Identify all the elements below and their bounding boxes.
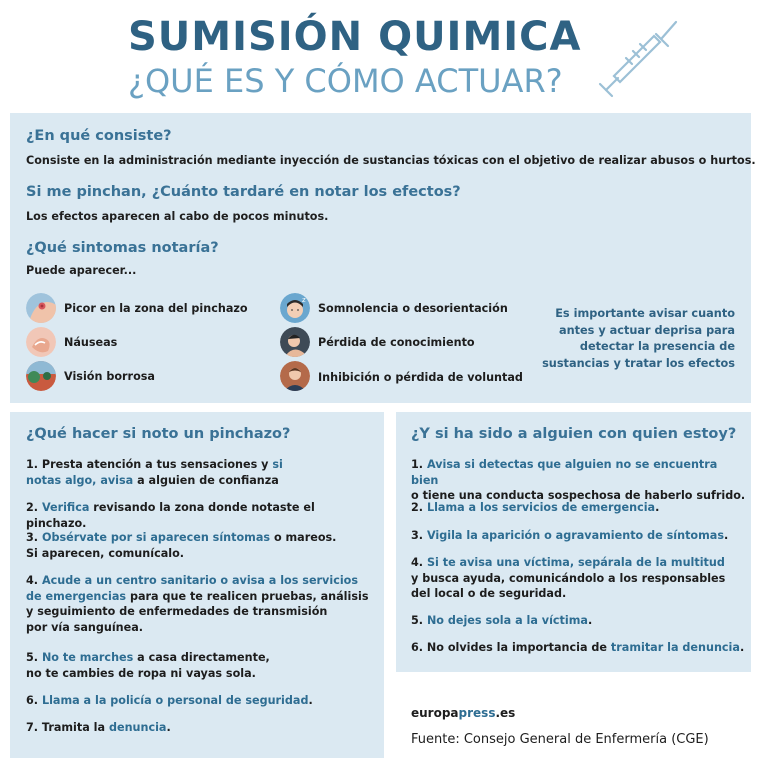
left-step-2: 2. Verifica revisando la zona donde notaste el pinchazo.	[26, 501, 315, 530]
left-step-5: 5. No te marches a casa directamente, no te cambies de ropa ni vayas sola.	[26, 651, 270, 680]
right-step-1: 1. Avisa si detectas que alguien no se encuentra bien o tiene una conducta sospechosa de haberlo sufrido.	[411, 458, 746, 502]
right-step-3: 3. Vigila la aparición o agravamiento de síntomas.	[411, 529, 729, 542]
inhibition-icon	[280, 361, 310, 391]
question-what-is: ¿En qué consiste?	[26, 128, 172, 144]
symptom-label: Visión borrosa	[64, 370, 155, 383]
main-title: SUMISIÓN QUIMICA	[128, 14, 582, 60]
itch-skin-icon	[26, 293, 56, 323]
note-line: antes y actuar deprisa para	[558, 323, 735, 337]
source-credit: Fuente: Consejo General de Enfermería (CGE)	[411, 732, 709, 747]
right-step-2: 2. Llama a los servicios de emergencia.	[411, 501, 660, 514]
right-heading: ¿Y si ha sido a alguien con quien estoy?	[411, 426, 737, 442]
right-step-5: 5. No dejes sola a la víctima.	[411, 614, 593, 627]
blurred-vision-icon	[26, 361, 56, 391]
right-step-4: 4. Si te avisa una víctima, sepárala de la multitud y busca ayuda, comunicándolo a los responsables del local o de seguridad.	[411, 556, 726, 600]
left-step-6: 6. Llama a la policía o personal de seguridad.	[26, 694, 313, 707]
note-line: sustancias y tratar los efectos	[542, 356, 735, 370]
symptom-label: Inhibición o pérdida de voluntad	[318, 371, 523, 384]
europapress-logo[interactable]: europapress.es	[411, 706, 516, 720]
left-step-4: 4. Acude a un centro sanitario o avisa a los servicios de emergencias para que te realicen pruebas, análisis y seguimiento de enfermedades de transmisión por vía sanguínea.	[26, 574, 369, 634]
syringe-icon	[596, 16, 680, 106]
fainting-icon	[280, 327, 310, 357]
symptom-label: Náuseas	[64, 336, 118, 349]
question-how-long: Si me pinchan, ¿Cuánto tardaré en notar los efectos?	[26, 184, 461, 200]
svg-text:z: z	[302, 296, 306, 304]
symptom-label: Pérdida de conocimiento	[318, 336, 475, 349]
subtitle: ¿QUÉ ES Y CÓMO ACTUAR?	[128, 62, 563, 100]
question-symptoms: ¿Qué sintomas notaría?	[26, 240, 219, 256]
nausea-icon	[26, 327, 56, 357]
note-line: Es importante avisar cuanto	[555, 307, 735, 320]
symptom-label: Somnolencia o desorientación	[318, 302, 508, 315]
note-line: detectar la presencia de	[579, 340, 735, 353]
left-step-1: 1. Presta atención a tus sensaciones y si notas algo, avisa a alguien de confianza	[26, 458, 283, 487]
answer-symptoms-intro: Puede aparecer...	[26, 264, 137, 277]
answer-how-long: Los efectos aparecen al cabo de pocos minutos.	[26, 210, 329, 223]
sleepy-icon	[280, 293, 310, 323]
right-step-6: 6. No olvides la importancia de tramitar la denuncia.	[411, 641, 745, 654]
answer-what-is: Consiste en la administración mediante inyección de sustancias tóxicas con el objetivo de realizar abusos o hurtos.	[26, 154, 756, 167]
left-step-3: 3. Obsérvate por si aparecen síntomas o mareos. Si aparecen, comunícalo.	[26, 531, 337, 560]
left-step-7: 7. Tramita la denuncia.	[26, 721, 171, 734]
left-heading: ¿Qué hacer si noto un pinchazo?	[26, 426, 291, 442]
symptom-label: Picor en la zona del pinchazo	[64, 302, 248, 315]
important-note	[540, 306, 735, 372]
